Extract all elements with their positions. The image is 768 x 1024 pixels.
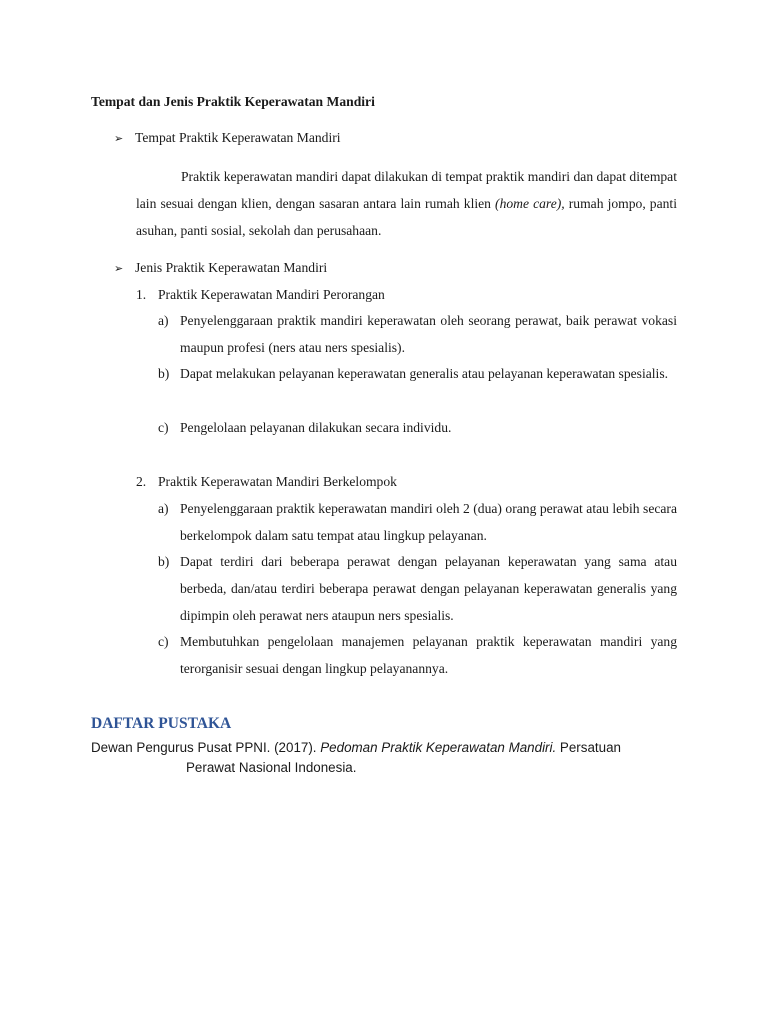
list-number: 1. [136, 287, 147, 302]
document-title: Tempat dan Jenis Praktik Keperawatan Mandiri [91, 94, 375, 109]
ref-title: Pedoman Praktik Keperawatan Mandiri. [320, 740, 557, 755]
sub-item-text: Penyelenggaraan praktik keperawatan mandiri oleh 2 (dua) orang perawat atau lebih secara berkelompok dalam satu tempat atau lingkup pelayanan. [180, 501, 677, 543]
section2-heading: Jenis Praktik Keperawatan Mandiri [135, 260, 328, 275]
sub-item-text: Penyelenggaraan praktik mandiri keperawatan oleh seorang perawat, baik perawat vokasi maupun profesi (ners atau ners spesialis). [180, 313, 677, 355]
sub-item-1a [158, 307, 677, 361]
sub-item-2c [158, 628, 677, 682]
bullet-tempat [114, 130, 341, 146]
sub-item-2b [158, 548, 677, 629]
sub-letter: c) [158, 420, 169, 435]
paragraph-text: Praktik keperawatan mandiri dapat dilakukan di tempat praktik mandiri dan dapat ditempat lain sesuai dengan klien, dengan sasaran antara lain rumah klien [136, 169, 677, 211]
references-heading: DAFTAR PUSTAKA [91, 715, 232, 732]
sub-letter: c) [158, 634, 169, 649]
arrow-bullet-icon: ➢ [114, 133, 124, 145]
section1-heading: Tempat Praktik Keperawatan Mandiri [135, 130, 341, 145]
ref-publisher-continued: Perawat Nasional Indonesia. [186, 760, 357, 775]
ref-author-year: Dewan Pengurus Pusat PPNI. (2017). [91, 740, 321, 755]
reference-entry [91, 738, 651, 778]
sub-item-1b [158, 360, 677, 387]
list-item-2 [136, 474, 397, 490]
sub-item-2a [158, 495, 677, 549]
sub-item-text: Dapat terdiri dari beberapa perawat dengan pelayanan keperawatan yang sama atau berbeda, dan/atau terdiri beberapa perawat dengan pelayanan keperawatan generalis yang dipimpin oleh perawat ners ataupun ners spesialis. [180, 554, 677, 623]
paragraph-italic-text: (home care), [495, 196, 565, 211]
sub-letter: a) [158, 501, 169, 516]
sub-item-text: Membutuhkan pengelolaan manajemen pelayanan praktik keperawatan mandiri yang terorganisir sesuai dengan lingkup pelayanannya. [180, 634, 677, 676]
sub-item-1c [158, 414, 677, 441]
list-item-label: Praktik Keperawatan Mandiri Berkelompok [158, 474, 397, 489]
list-item-label: Praktik Keperawatan Mandiri Perorangan [158, 287, 385, 302]
list-item-1 [136, 287, 385, 303]
bullet-jenis [114, 260, 327, 276]
sub-item-text: Dapat melakukan pelayanan keperawatan generalis atau pelayanan keperawatan spesialis. [180, 366, 669, 381]
sub-letter: b) [158, 554, 170, 569]
list-number: 2. [136, 474, 147, 489]
sub-letter: a) [158, 313, 169, 328]
sub-letter: b) [158, 366, 170, 381]
sub-item-text: Pengelolaan pelayanan dilakukan secara individu. [180, 420, 452, 435]
section1-paragraph [136, 163, 677, 244]
paragraph-text-end: rumah jompo, panti asuhan, panti sosial, sekolah dan perusahaan. [136, 196, 677, 238]
ref-publisher: Persatuan [556, 740, 621, 755]
arrow-bullet-icon: ➢ [114, 263, 124, 275]
